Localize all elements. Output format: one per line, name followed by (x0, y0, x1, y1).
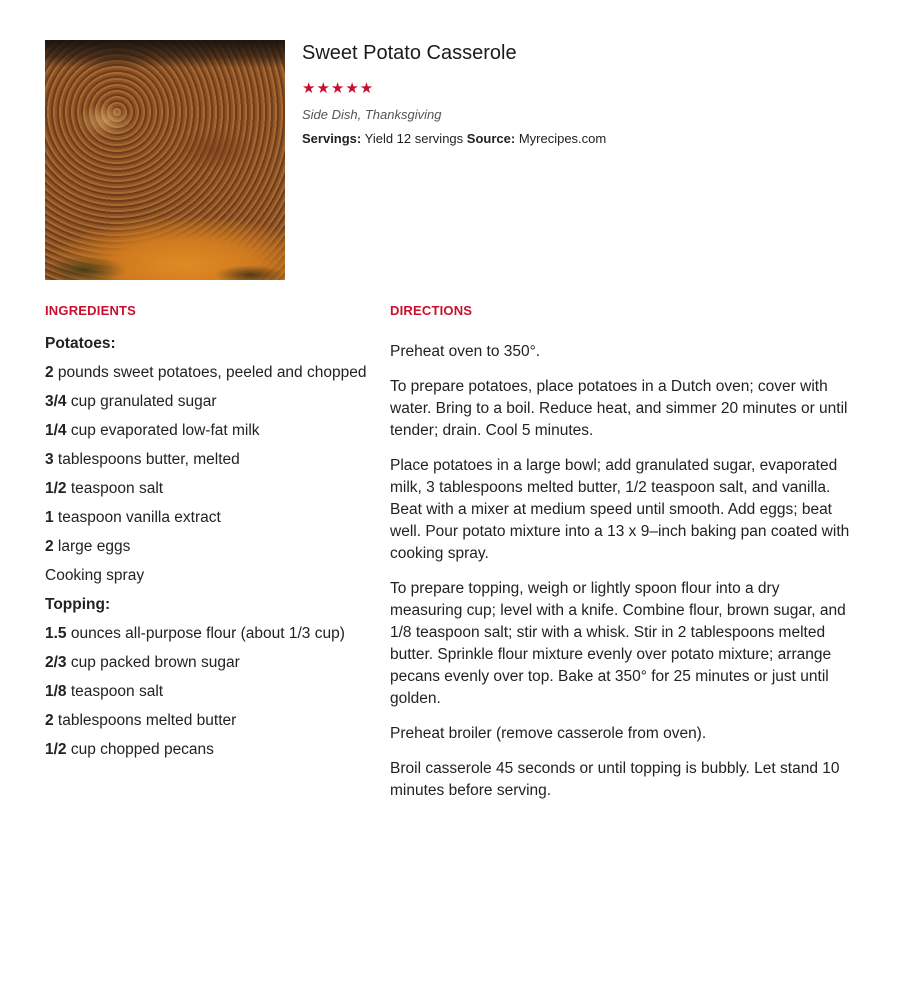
ingredient-text: tablespoons melted butter (53, 712, 237, 729)
ingredient-qty: 3 (45, 451, 54, 468)
source-value: Myrecipes.com (518, 131, 607, 146)
ingredient-item (45, 362, 375, 383)
ingredient-item (45, 391, 375, 412)
recipe-categories: Side Dish, Thanksgiving (302, 107, 442, 122)
ingredient-qty: 2 (45, 364, 54, 381)
ingredient-text: cup packed brown sugar (66, 654, 240, 671)
ingredient-text: cup evaporated low-fat milk (66, 422, 260, 439)
ingredient-text: teaspoon salt (66, 683, 164, 700)
ingredient-text: cup granulated sugar (66, 393, 217, 410)
ingredients-heading: INGREDIENTS (45, 303, 137, 318)
direction-step: To prepare potatoes, place potatoes in a Dutch oven; cover with water. Bring to a boil. Reduce heat, and simmer 20 minutes or until tender; drain. Cool 5 minutes. (390, 378, 848, 439)
ingredient-qty: 2/3 (45, 654, 67, 671)
direction-step: To prepare topping, weigh or lightly spoon flour into a dry measuring cup; level with a knife. Combine flour, brown sugar, and 1/8 teaspoon salt; stir with a whisk. Stir in 2 tablespoons melted butter. Sprinkle flour mixture evenly over potato mixture; arrange pecans evenly over top. Bake at 350° for 25 minutes or just until golden. (390, 580, 846, 707)
ingredient-text: large eggs (53, 538, 131, 555)
ingredient-item (45, 507, 375, 528)
ingredient-item (45, 652, 375, 673)
directions-heading: DIRECTIONS (390, 303, 473, 318)
ingredient-item (45, 478, 375, 499)
ingredient-qty: 2 (45, 538, 54, 555)
ingredient-qty: 1/8 (45, 683, 67, 700)
ingredient-item (45, 565, 375, 586)
direction-step: Preheat broiler (remove casserole from oven). (390, 725, 707, 742)
ingredients-list (45, 333, 375, 768)
ingredient-qty: 1 (45, 509, 54, 526)
servings-label: Servings: (302, 131, 362, 146)
source-label: Source: (466, 131, 516, 146)
ingredient-text: teaspoon salt (66, 480, 164, 497)
ingredient-item (45, 536, 375, 557)
ingredient-text: tablespoons butter, melted (53, 451, 240, 468)
rating-stars: ★★★★★ (302, 80, 375, 97)
recipe-meta (302, 131, 606, 146)
ingredient-qty: 1/4 (45, 422, 67, 439)
direction-step: Place potatoes in a large bowl; add granulated sugar, evaporated milk, 3 tablespoons melted butter, 1/2 teaspoon salt, and vanilla. Beat with a mixer at medium speed until smooth. Add eggs; beat well. Pour potato mixture into a 13 x 9–inch baking pan coated with cooking spray. (390, 457, 850, 562)
ingredient-qty: 3/4 (45, 393, 67, 410)
ingredient-text: cup chopped pecans (66, 741, 214, 758)
ingredient-qty: 1.5 (45, 625, 67, 642)
direction-step: Broil casserole 45 seconds or until topping is bubbly. Let stand 10 minutes before serving. (390, 760, 840, 799)
ingredient-item (45, 420, 375, 441)
ingredient-text: Cooking spray (45, 567, 145, 584)
ingredient-qty: 1/2 (45, 480, 67, 497)
ingredient-group-heading: Topping: (45, 596, 111, 613)
ingredient-qty: 2 (45, 712, 54, 729)
ingredient-text: pounds sweet potatoes, peeled and chopped (53, 364, 367, 381)
ingredient-group-heading: Potatoes: (45, 335, 116, 352)
ingredient-text: teaspoon vanilla extract (53, 509, 221, 526)
recipe-title: Sweet Potato Casserole (302, 42, 517, 64)
ingredient-qty: 1/2 (45, 741, 67, 758)
ingredient-item (45, 681, 375, 702)
directions-list (390, 341, 855, 815)
ingredient-item (45, 449, 375, 470)
ingredient-text: ounces all-purpose flour (about 1/3 cup) (66, 625, 345, 642)
ingredient-item (45, 739, 375, 760)
servings-value: Yield 12 servings (364, 131, 464, 146)
recipe-photo (45, 40, 285, 280)
ingredient-item (45, 710, 375, 731)
direction-step: Preheat oven to 350°. (390, 343, 541, 360)
ingredient-item (45, 623, 375, 644)
